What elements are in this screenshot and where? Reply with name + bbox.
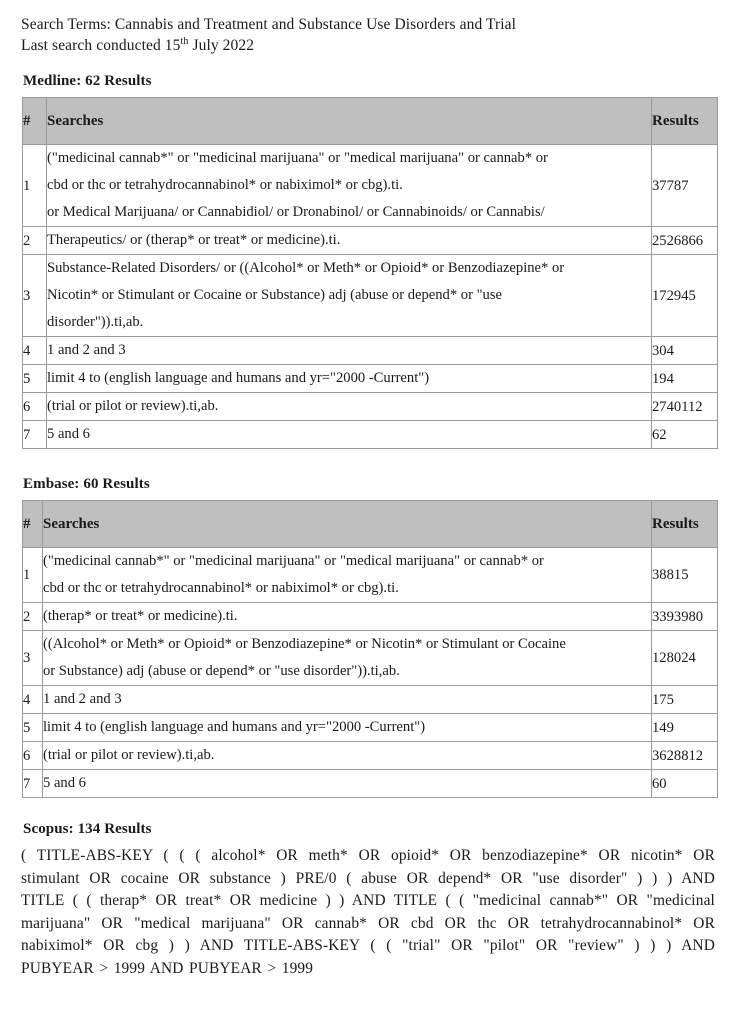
- medline-row-4-num: 4: [23, 337, 47, 365]
- search-terms-text: Search Terms: Cannabis and Treatment and Substance Use Disorders and Trial: [21, 16, 517, 33]
- embase-row-7-num: 7: [23, 770, 43, 798]
- scopus-section: [21, 820, 717, 980]
- medline-row-1-num: 1: [23, 145, 47, 227]
- search-line: 5 and 6: [47, 426, 90, 442]
- medline-row-3-search: [47, 255, 652, 337]
- medline-row-2-results: 2526866: [652, 227, 718, 255]
- last-search-line: [21, 35, 717, 56]
- embase-table: [22, 500, 718, 798]
- document-content: [21, 14, 717, 980]
- table-row: [23, 742, 718, 770]
- table-row: [23, 603, 718, 631]
- medline-row-6-results: 2740112: [652, 393, 718, 421]
- table-row: [23, 548, 718, 603]
- embase-row-7-results: 60: [652, 770, 718, 798]
- table-row: [23, 255, 718, 337]
- search-line: cbd or thc or tetrahydrocannabinol* or nabiximol* or cbg).ti.: [43, 580, 399, 596]
- search-line: ((Alcohol* or Meth* or Opioid* or Benzodiazepine* or Nicotin* or Stimulant or Cocaine: [43, 636, 566, 652]
- search-line: 1 and 2 and 3: [47, 342, 126, 358]
- embase-row-6-search: [43, 742, 652, 770]
- table-row: [23, 770, 718, 798]
- medline-header-num: #: [23, 98, 47, 145]
- embase-row-5-search: [43, 714, 652, 742]
- search-line: (trial or pilot or review).ti,ab.: [47, 398, 219, 414]
- embase-row-1-num: 1: [23, 548, 43, 603]
- embase-heading: Embase: 60 Results: [23, 476, 150, 492]
- medline-table-header-row: [23, 98, 718, 145]
- last-search-prefix: Last search conducted 15: [21, 37, 181, 54]
- search-line: disorder")).ti,ab.: [47, 314, 144, 330]
- embase-row-4-results: 175: [652, 686, 718, 714]
- embase-row-4-num: 4: [23, 686, 43, 714]
- embase-table-header-row: [23, 501, 718, 548]
- scopus-query-line: nabiximol* OR cbg ) ) AND TITLE-ABS-KEY ( ( "trial" OR "pilot" OR "review" ) ) ) AND: [21, 937, 715, 954]
- search-line: or Substance) adj (abuse or depend* or "use disorder")).ti,ab.: [43, 663, 400, 679]
- search-line: limit 4 to (english language and humans and yr="2000 -Current"): [43, 719, 426, 735]
- embase-row-2-num: 2: [23, 603, 43, 631]
- table-row: [23, 145, 718, 227]
- embase-row-1-search: [43, 548, 652, 603]
- embase-row-5-num: 5: [23, 714, 43, 742]
- scopus-query-line: marijuana" OR "medical marijuana" OR cannab* OR cbd OR thc OR tetrahydrocannabinol* OR: [21, 914, 715, 932]
- embase-row-3-results: 128024: [652, 631, 718, 686]
- search-line: or Medical Marijuana/ or Cannabidiol/ or Dronabinol/ or Cannabinoids/ or Cannabis/: [47, 204, 545, 220]
- medline-row-7-results: 62: [652, 421, 718, 449]
- section-spacer: [21, 449, 717, 475]
- medline-heading: Medline: 62 Results: [23, 73, 152, 89]
- medline-row-1-search: [47, 145, 652, 227]
- ordinal-suffix: th: [180, 35, 189, 47]
- medline-row-5-search: [47, 365, 652, 393]
- scopus-query: [21, 845, 715, 980]
- table-row: [23, 631, 718, 686]
- embase-row-6-num: 6: [23, 742, 43, 770]
- medline-row-5-results: 194: [652, 365, 718, 393]
- table-row: [23, 393, 718, 421]
- scopus-query-line: stimulant OR cocaine OR substance ) PRE/0 ( abuse OR depend* OR "use disorder" ) ) ) AND: [21, 869, 715, 887]
- embase-row-4-search: [43, 686, 652, 714]
- medline-row-2-search: [47, 227, 652, 255]
- embase-header-results: Results: [652, 501, 718, 548]
- scopus-heading: Scopus: 134 Results: [23, 821, 152, 837]
- medline-row-7-num: 7: [23, 421, 47, 449]
- embase-row-6-results: 3628812: [652, 742, 718, 770]
- scopus-query-line: PUBYEAR > 1999 AND PUBYEAR > 1999: [21, 959, 314, 977]
- search-line: 5 and 6: [43, 775, 86, 791]
- table-row: [23, 227, 718, 255]
- embase-row-7-search: [43, 770, 652, 798]
- medline-row-5-num: 5: [23, 365, 47, 393]
- medline-row-4-results: 304: [652, 337, 718, 365]
- table-row: [23, 365, 718, 393]
- embase-row-3-num: 3: [23, 631, 43, 686]
- medline-row-4-search: [47, 337, 652, 365]
- table-row: [23, 337, 718, 365]
- search-line: ("medicinal cannab*" or "medicinal marijuana" or "medical marijuana" or cannab* or: [47, 150, 548, 166]
- last-search-suffix: July 2022: [188, 37, 255, 54]
- scopus-query-line: TITLE ( ( therap* OR treat* OR medicine ) ) AND TITLE ( ( "medicinal cannab*" OR "medicinal: [21, 892, 715, 909]
- document-header: [21, 14, 717, 56]
- search-line: (trial or pilot or review).ti,ab.: [43, 747, 215, 763]
- search-line: ("medicinal cannab*" or "medicinal marijuana" or "medical marijuana" or cannab* or: [43, 553, 544, 569]
- search-line: 1 and 2 and 3: [43, 691, 122, 707]
- search-line: (therap* or treat* or medicine).ti.: [43, 608, 238, 624]
- medline-row-6-search: [47, 393, 652, 421]
- search-terms-line: [21, 14, 717, 35]
- search-line: limit 4 to (english language and humans and yr="2000 -Current"): [47, 370, 430, 386]
- medline-row-1-results: 37787: [652, 145, 718, 227]
- search-line: cbd or thc or tetrahydrocannabinol* or nabiximol* or cbg).ti.: [47, 177, 403, 193]
- medline-header-results: Results: [652, 98, 718, 145]
- table-row: [23, 686, 718, 714]
- embase-header-searches: Searches: [43, 501, 652, 548]
- medline-row-3-results: 172945: [652, 255, 718, 337]
- search-line: Nicotin* or Stimulant or Cocaine or Substance) adj (abuse or depend* or "use: [47, 287, 503, 303]
- medline-row-3-num: 3: [23, 255, 47, 337]
- medline-header-searches: Searches: [47, 98, 652, 145]
- embase-row-1-results: 38815: [652, 548, 718, 603]
- medline-row-6-num: 6: [23, 393, 47, 421]
- medline-table: [22, 97, 718, 449]
- embase-row-5-results: 149: [652, 714, 718, 742]
- embase-row-2-results: 3393980: [652, 603, 718, 631]
- search-line: Substance-Related Disorders/ or ((Alcohol* or Meth* or Opioid* or Benzodiazepine* or: [47, 260, 565, 276]
- table-row: [23, 714, 718, 742]
- embase-row-3-search: [43, 631, 652, 686]
- medline-row-7-search: [47, 421, 652, 449]
- embase-row-2-search: [43, 603, 652, 631]
- embase-header-num: #: [23, 501, 43, 548]
- search-line: Therapeutics/ or (therap* or treat* or medicine).ti.: [47, 232, 341, 248]
- table-row: [23, 421, 718, 449]
- medline-row-2-num: 2: [23, 227, 47, 255]
- scopus-query-line: ( TITLE-ABS-KEY ( ( ( alcohol* OR meth* OR opioid* OR benzodiazepine* OR nicotin* OR: [21, 847, 715, 864]
